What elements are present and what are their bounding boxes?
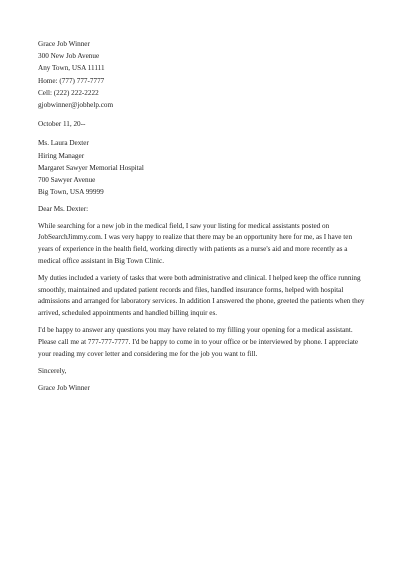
sender-cell-phone: Cell: (222) 222-2222	[38, 88, 99, 97]
paragraph-line: Please call me at 777-777-7777. I'd be happy to come in to your office or be interviewed by phone. I appreciate	[38, 337, 359, 346]
recipient-organization: Margaret Sawyer Memorial Hospital	[38, 163, 144, 172]
paragraph-line: I'd be happy to answer any questions you may have related to my filling your opening for a medical assistant.	[38, 326, 353, 335]
paragraph-line: medical office assistant in Big Town Clinic.	[38, 257, 164, 266]
sender-email: gjobwinner@jobhelp.com	[38, 101, 114, 110]
letter-date: October 11, 20--	[38, 120, 86, 129]
paragraph-line: My duties included a variety of tasks that were both administrative and clinical. I helped keep the office running	[38, 273, 361, 282]
paragraph-line: years of experience in the health field, working directly with patients as a nurse's aid and more recently as a	[38, 245, 348, 254]
recipient-name: Ms. Laura Dexter	[38, 139, 89, 148]
sender-street: 300 New Job Avenue	[38, 52, 100, 61]
paragraph-line: admissions and arranged for laboratory services. In addition I answered the phone, greeted the patients when they	[38, 297, 365, 306]
paragraph-line: arrived, scheduled appointments and handled billing inquir es.	[38, 309, 218, 318]
body-paragraph-3	[38, 325, 379, 360]
sender-city: Any Town, USA 11111	[38, 64, 105, 73]
paragraph-line: your reading my cover letter and considering me for the job you want to fill.	[38, 349, 258, 358]
sender-home-phone: Home: (777) 777-7777	[38, 76, 105, 85]
paragraph-line: JobSearchJimmy.com. I was very happy to realize that there may be an opportunity here for me, as I have ten	[38, 233, 353, 242]
sender-name: Grace Job Winner	[38, 40, 90, 48]
body-paragraph-2	[38, 273, 379, 320]
body-paragraph-1	[38, 221, 379, 268]
letter-date-block	[38, 118, 379, 130]
closing: Sincerely,	[38, 367, 67, 376]
recipient-title: Hiring Manager	[38, 151, 85, 160]
signature-block	[38, 382, 379, 394]
recipient-city: Big Town, USA 99999	[38, 188, 104, 197]
salutation: Dear Ms. Dexter:	[38, 205, 89, 214]
recipient-address-block	[38, 137, 379, 198]
signature-name: Grace Job Winner	[38, 383, 90, 392]
closing-block	[38, 365, 379, 377]
sender-address-block	[38, 38, 379, 111]
paragraph-line: While searching for a new job in the medical field, I saw your listing for medical assistants posted on	[38, 221, 330, 230]
paragraph-line: smoothly, maintained and updated patient records and files, handled insurance forms, helped with hospital	[38, 285, 344, 294]
recipient-street: 700 Sawyer Avenue	[38, 176, 96, 185]
salutation-block	[38, 203, 379, 215]
